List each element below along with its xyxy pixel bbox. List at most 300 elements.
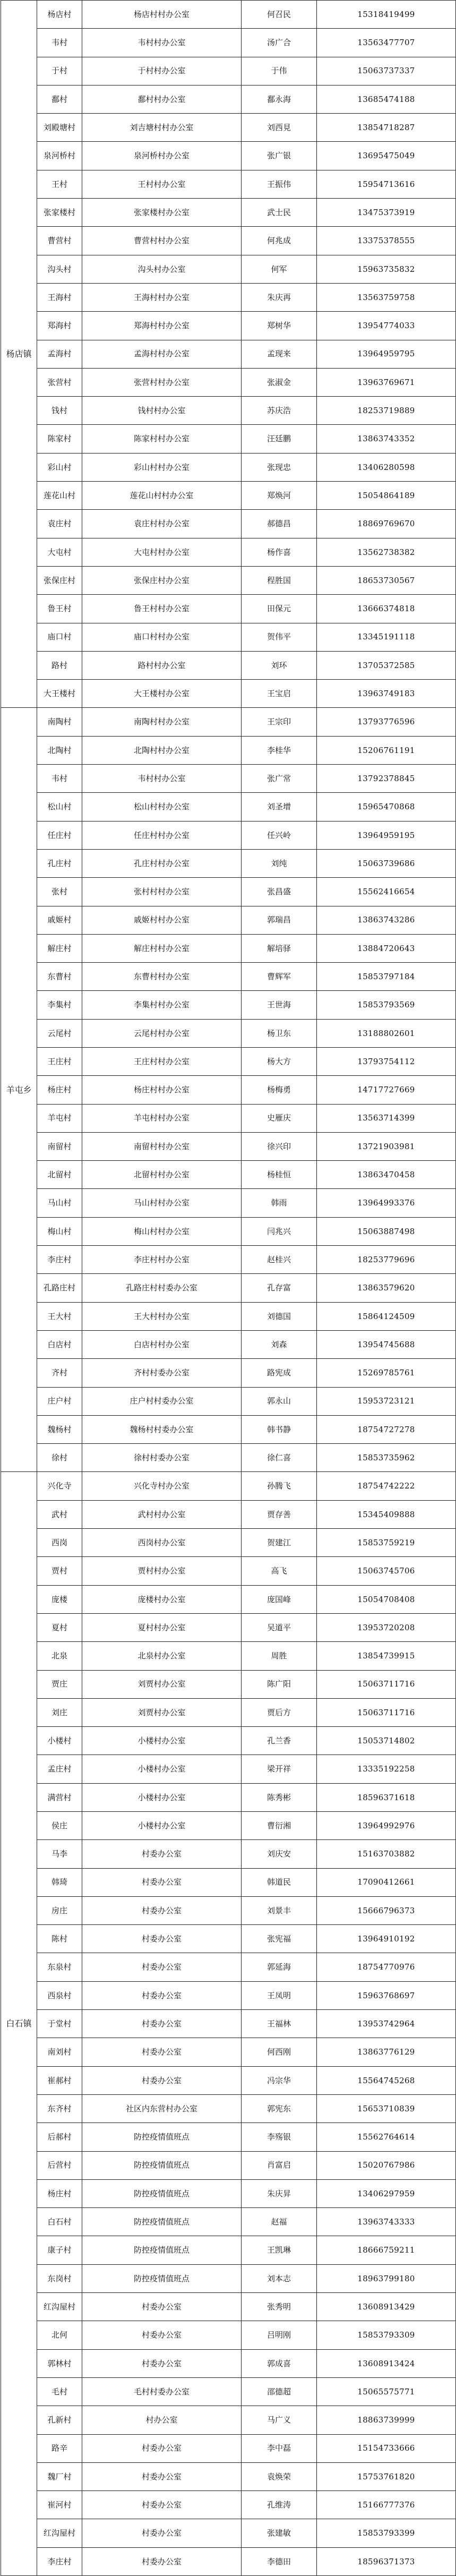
phone-cell: 13963749183 — [317, 680, 456, 708]
phone-cell: 15318419499 — [317, 1, 456, 29]
table-row — [1, 453, 456, 481]
contact-person-cell: 张宪福 — [242, 1925, 317, 1953]
village-cell: 彩山村 — [37, 453, 82, 481]
phone-cell: 13964959795 — [317, 340, 456, 368]
phone-cell: 13863743352 — [317, 425, 456, 453]
table-row — [1, 821, 456, 849]
office-cell: 贾村村办公室 — [82, 1557, 242, 1585]
village-cell: 孔新村 — [37, 2406, 82, 2434]
village-cell: 于堂村 — [37, 2010, 82, 2038]
office-cell: 袁庄村村办公室 — [82, 510, 242, 538]
village-cell: 张家楼村 — [37, 199, 82, 227]
contact-person-cell: 何西刚 — [242, 2038, 317, 2066]
town-cell: 白石镇 — [1, 1472, 37, 2576]
phone-cell: 17090412661 — [317, 1868, 456, 1896]
office-cell: 云尾村村办公室 — [82, 1019, 242, 1047]
phone-cell: 13563759758 — [317, 283, 456, 311]
table-row — [1, 1953, 456, 1981]
village-cell: 杨庄村 — [37, 2179, 82, 2207]
village-cell: 侯庄 — [37, 1812, 82, 1840]
office-cell: 防控疫情值班点 — [82, 2179, 242, 2207]
contact-person-cell: 朱庆昇 — [242, 2179, 317, 2207]
phone-cell: 13953742964 — [317, 2010, 456, 2038]
table-row — [1, 1132, 456, 1160]
village-cell: 武村 — [37, 1500, 82, 1528]
phone-cell: 15063745706 — [317, 1557, 456, 1585]
office-cell: 村委办公室 — [82, 1896, 242, 1924]
contact-person-cell: 朱庆再 — [242, 283, 317, 311]
office-cell: 王村村办公室 — [82, 170, 242, 198]
phone-cell: 15562416654 — [317, 878, 456, 906]
phone-cell: 13475373919 — [317, 199, 456, 227]
village-cell: 红沟屋村 — [37, 2519, 82, 2547]
phone-cell: 15063737337 — [317, 57, 456, 85]
contact-person-cell: 闫兆兴 — [242, 1217, 317, 1245]
office-cell: 郑海村村办公室 — [82, 312, 242, 340]
contact-person-cell: 何兆成 — [242, 227, 317, 255]
table-row — [1, 2519, 456, 2547]
contact-person-cell: 王福林 — [242, 2010, 317, 2038]
table-row — [1, 2491, 456, 2519]
table-row — [1, 1415, 456, 1443]
table-row — [1, 1387, 456, 1415]
village-cell: 后郝村 — [37, 2123, 82, 2151]
phone-cell: 13954774033 — [317, 312, 456, 340]
office-cell: 张营村村办公室 — [82, 368, 242, 396]
phone-cell: 15564745268 — [317, 2066, 456, 2094]
office-cell: 防控疫情值班点 — [82, 2264, 242, 2292]
office-cell: 村委办公室 — [82, 1868, 242, 1896]
phone-cell: 18863739999 — [317, 2406, 456, 2434]
table-row — [1, 114, 456, 142]
village-cell: 东泉村 — [37, 1953, 82, 1981]
table-row — [1, 1217, 456, 1245]
village-cell: 张村 — [37, 878, 82, 906]
phone-cell: 18596371373 — [317, 2547, 456, 2575]
village-cell: 云尾村 — [37, 1019, 82, 1047]
village-cell: 崔河村 — [37, 2491, 82, 2519]
table-row — [1, 1698, 456, 1726]
phone-cell: 13964992976 — [317, 1812, 456, 1840]
contact-person-cell: 张昌盛 — [242, 878, 317, 906]
contact-person-cell: 鄱永海 — [242, 85, 317, 113]
contact-person-cell: 韩道民 — [242, 1868, 317, 1896]
table-row — [1, 1727, 456, 1755]
phone-cell: 15345409888 — [317, 1500, 456, 1528]
table-row — [1, 482, 456, 510]
office-cell: 解庄村村办公室 — [82, 934, 242, 962]
table-row — [1, 2151, 456, 2179]
contact-person-cell: 王振伟 — [242, 170, 317, 198]
table-row — [1, 1783, 456, 1811]
phone-cell: 13188802601 — [317, 1019, 456, 1047]
contact-person-cell: 何召民 — [242, 1, 317, 29]
phone-cell: 14717727669 — [317, 1076, 456, 1104]
village-cell: 杨庄村 — [37, 1076, 82, 1104]
phone-cell: 13854718287 — [317, 114, 456, 142]
office-cell: 刘吉塘村村办公室 — [82, 114, 242, 142]
contact-person-cell: 陈秀彬 — [242, 1783, 317, 1811]
table-row — [1, 29, 456, 57]
village-cell: 贾村 — [37, 1557, 82, 1585]
phone-cell: 18253779696 — [317, 1246, 456, 1274]
table-row — [1, 340, 456, 368]
contact-person-cell: 李殇银 — [242, 2123, 317, 2151]
office-cell: 小楼村办公室 — [82, 1755, 242, 1783]
table-row — [1, 1642, 456, 1670]
contact-person-cell: 贺建江 — [242, 1529, 317, 1557]
table-row — [1, 595, 456, 623]
contact-person-cell: 马广义 — [242, 2406, 317, 2434]
office-cell: 毛村村委办公室 — [82, 2377, 242, 2406]
office-cell: 村委办公室 — [82, 2491, 242, 2519]
village-cell: 西岗 — [37, 1529, 82, 1557]
office-cell: 夏村村办公室 — [82, 1613, 242, 1641]
village-cell: 毛村 — [37, 2377, 82, 2406]
village-cell: 李庄村 — [37, 2547, 82, 2575]
table-row — [1, 199, 456, 227]
village-cell: 张保庄村 — [37, 566, 82, 594]
phone-cell: 13406280598 — [317, 453, 456, 481]
village-cell: 郭林村 — [37, 2349, 82, 2377]
village-cell: 王大村 — [37, 1302, 82, 1330]
village-cell: 陈村 — [37, 1925, 82, 1953]
phone-cell: 13563477707 — [317, 29, 456, 57]
table-row — [1, 2434, 456, 2462]
village-cell: 杨店村 — [37, 1, 82, 29]
office-cell: 西岗村办公室 — [82, 1529, 242, 1557]
office-cell: 村委办公室 — [82, 2434, 242, 2462]
table-row — [1, 991, 456, 1019]
office-cell: 张保庄村办公室 — [82, 566, 242, 594]
phone-cell: 15954713616 — [317, 170, 456, 198]
phone-cell: 15065575771 — [317, 2377, 456, 2406]
office-cell: 兴化寺村办公室 — [82, 1472, 242, 1500]
village-cell: 魏厂村 — [37, 2462, 82, 2491]
table-row — [1, 1613, 456, 1641]
table-row — [1, 2010, 456, 2038]
table-row — [1, 1670, 456, 1698]
office-cell: 彩山村村办公室 — [82, 453, 242, 481]
contact-person-cell: 陈广阳 — [242, 1670, 317, 1698]
contact-person-cell: 张秀明 — [242, 2293, 317, 2321]
village-cell: 李庄村 — [37, 1246, 82, 1274]
office-cell: 魏杨村村委办公室 — [82, 1415, 242, 1443]
phone-cell: 13608913424 — [317, 2349, 456, 2377]
phone-cell: 13863776129 — [317, 2038, 456, 2066]
table-row — [1, 2123, 456, 2151]
table-row — [1, 1812, 456, 1840]
contact-person-cell: 刘环 — [242, 651, 317, 679]
village-cell: 松山村 — [37, 793, 82, 821]
contact-person-cell: 郝德昌 — [242, 510, 317, 538]
office-cell: 村办公室 — [82, 2406, 242, 2434]
office-cell: 防控疫情值班点 — [82, 2236, 242, 2264]
office-cell: 防控疫情值班点 — [82, 2123, 242, 2151]
table-row — [1, 1019, 456, 1047]
village-cell: 魏杨村 — [37, 1415, 82, 1443]
contact-person-cell: 韩雨 — [242, 1189, 317, 1217]
contact-person-cell: 王凤明 — [242, 1981, 317, 2009]
office-cell: 李集村村办公室 — [82, 991, 242, 1019]
phone-cell: 13792378845 — [317, 765, 456, 793]
table-row — [1, 368, 456, 396]
phone-cell: 15853793569 — [317, 991, 456, 1019]
table-row — [1, 1529, 456, 1557]
office-cell: 村委办公室 — [82, 2462, 242, 2491]
office-cell: 大屯村村办公室 — [82, 538, 242, 566]
contact-person-cell: 孙腾飞 — [242, 1472, 317, 1500]
table-row — [1, 1840, 456, 1868]
contact-person-cell: 杨卫东 — [242, 1019, 317, 1047]
office-cell: 韦村村办公室 — [82, 765, 242, 793]
village-cell: 南刘村 — [37, 2038, 82, 2066]
village-cell: 庙口村 — [37, 623, 82, 651]
contact-person-cell: 孔维涛 — [242, 2491, 317, 2519]
office-cell: 孔庄村村办公室 — [82, 849, 242, 877]
table-row — [1, 934, 456, 962]
contact-person-cell: 吕明刚 — [242, 2321, 317, 2349]
office-cell: 北陶村村办公室 — [82, 736, 242, 764]
office-cell: 王海村村办公室 — [82, 283, 242, 311]
phone-cell: 13335192258 — [317, 1755, 456, 1783]
phone-cell: 15054708408 — [317, 1585, 456, 1613]
village-cell: 大王楼村 — [37, 680, 82, 708]
contact-person-cell: 冯宗华 — [242, 2066, 317, 2094]
phone-cell: 15853793309 — [317, 2321, 456, 2349]
phone-cell: 15853735962 — [317, 1444, 456, 1472]
office-cell: 张村村村办公室 — [82, 878, 242, 906]
table-row — [1, 2094, 456, 2123]
phone-cell: 15963735832 — [317, 255, 456, 283]
village-cell: 齐村 — [37, 1359, 82, 1387]
office-cell: 王大村村办公室 — [82, 1302, 242, 1330]
phone-cell: 13854739915 — [317, 1642, 456, 1670]
village-cell: 刘庄 — [37, 1698, 82, 1726]
phone-cell: 13793754112 — [317, 1047, 456, 1075]
town-cell: 杨店镇 — [1, 1, 37, 708]
phone-cell: 15063711716 — [317, 1670, 456, 1698]
village-cell: 南陶村 — [37, 708, 82, 736]
village-cell: 东岗村 — [37, 2264, 82, 2292]
table-row — [1, 170, 456, 198]
phone-cell: 13666374818 — [317, 595, 456, 623]
village-cell: 庞楼 — [37, 1585, 82, 1613]
village-cell: 韩琦 — [37, 1868, 82, 1896]
table-row — [1, 793, 456, 821]
office-cell: 武村村办公室 — [82, 1500, 242, 1528]
phone-cell: 13863470458 — [317, 1161, 456, 1189]
phone-cell: 13793776596 — [317, 708, 456, 736]
contact-person-cell: 孟现来 — [242, 340, 317, 368]
office-cell: 于村村办公室 — [82, 57, 242, 85]
contact-person-cell: 杨大方 — [242, 1047, 317, 1075]
contact-person-cell: 吴道平 — [242, 1613, 317, 1641]
table-row — [1, 312, 456, 340]
table-row — [1, 2038, 456, 2066]
phone-cell: 18253719889 — [317, 397, 456, 425]
phone-cell: 15666796373 — [317, 1896, 456, 1924]
village-cell: 袁庄村 — [37, 510, 82, 538]
office-cell: 孔路庄村村委办公室 — [82, 1274, 242, 1302]
contact-person-cell: 刘本志 — [242, 2264, 317, 2292]
contact-person-cell: 赵福 — [242, 2208, 317, 2236]
office-cell: 陈家村村办公室 — [82, 425, 242, 453]
village-cell: 孟海村 — [37, 340, 82, 368]
table-row — [1, 1076, 456, 1104]
table-row — [1, 1755, 456, 1783]
table-row — [1, 1557, 456, 1585]
office-cell: 梅山村村办公室 — [82, 1217, 242, 1245]
office-cell: 村委办公室 — [82, 2321, 242, 2349]
town-cell: 羊屯乡 — [1, 708, 37, 1472]
office-cell: 杨庄村村办公室 — [82, 1076, 242, 1104]
office-cell: 小楼村办公室 — [82, 1783, 242, 1811]
phone-cell: 15206761191 — [317, 736, 456, 764]
table-row — [1, 1925, 456, 1953]
office-cell: 庄户村村委办公室 — [82, 1387, 242, 1415]
contact-person-cell: 贾后方 — [242, 1698, 317, 1726]
village-cell: 康子村 — [37, 2236, 82, 2264]
village-cell: 戚姬村 — [37, 906, 82, 934]
table-row — [1, 510, 456, 538]
phone-cell: 15166777376 — [317, 2491, 456, 2519]
phone-cell: 15864124509 — [317, 1302, 456, 1330]
phone-cell: 13964959195 — [317, 821, 456, 849]
table-row — [1, 1302, 456, 1330]
office-cell: 村委办公室 — [82, 2293, 242, 2321]
village-cell: 崔郝村 — [37, 2066, 82, 2094]
phone-cell: 15063739686 — [317, 849, 456, 877]
contact-person-cell: 郑树华 — [242, 312, 317, 340]
office-cell: 王庄村村办公室 — [82, 1047, 242, 1075]
office-cell: 李庄村村办公室 — [82, 1246, 242, 1274]
office-cell: 刘贾村办公室 — [82, 1698, 242, 1726]
table-row — [1, 538, 456, 566]
phone-cell: 18869769670 — [317, 510, 456, 538]
office-cell: 杨店村村办公室 — [82, 1, 242, 29]
office-cell: 韦村村办公室 — [82, 29, 242, 57]
table-row — [1, 651, 456, 679]
phone-cell: 15853793399 — [317, 2519, 456, 2547]
phone-cell: 13964993376 — [317, 1189, 456, 1217]
contact-person-cell: 赵桂兴 — [242, 1246, 317, 1274]
office-cell: 南留村村办公室 — [82, 1132, 242, 1160]
table-row — [1, 142, 456, 170]
office-cell: 小楼村办公室 — [82, 1727, 242, 1755]
village-cell: 解庄村 — [37, 934, 82, 962]
table-row — [1, 2236, 456, 2264]
office-cell: 村委办公室 — [82, 1981, 242, 2009]
office-cell: 北泉村办公室 — [82, 1642, 242, 1670]
table-row — [1, 906, 456, 934]
contact-person-cell: 何军 — [242, 255, 317, 283]
village-cell: 房庄 — [37, 1896, 82, 1924]
office-cell: 村委办公室 — [82, 2519, 242, 2547]
office-cell: 鄱村村办公室 — [82, 85, 242, 113]
table-row — [1, 566, 456, 594]
contact-person-cell: 刘森 — [242, 1330, 317, 1358]
phone-cell: 13964910192 — [317, 1925, 456, 1953]
table-row — [1, 878, 456, 906]
phone-cell: 13953720208 — [317, 1613, 456, 1641]
contact-person-cell: 孔兰香 — [242, 1727, 317, 1755]
office-cell: 路村村办公室 — [82, 651, 242, 679]
contact-person-cell: 汤广合 — [242, 29, 317, 57]
table-row — [1, 255, 456, 283]
table-row — [1, 765, 456, 793]
phone-cell: 13608913429 — [317, 2293, 456, 2321]
phone-cell: 13863743286 — [317, 906, 456, 934]
contact-person-cell: 刘西見 — [242, 114, 317, 142]
village-cell: 梅山村 — [37, 1217, 82, 1245]
contact-person-cell: 周胜 — [242, 1642, 317, 1670]
phone-cell: 15562764614 — [317, 2123, 456, 2151]
contact-person-cell: 郭宪东 — [242, 2094, 317, 2123]
office-cell: 沟头村办公室 — [82, 255, 242, 283]
table-row — [1, 1500, 456, 1528]
phone-cell: 13863579620 — [317, 1274, 456, 1302]
village-cell: 莲花山村 — [37, 482, 82, 510]
contact-person-cell: 张现忠 — [242, 453, 317, 481]
table-row — [1, 1359, 456, 1387]
office-cell: 村委办公室 — [82, 1953, 242, 1981]
village-cell: 鲁王村 — [37, 595, 82, 623]
phone-cell: 18754742222 — [317, 1472, 456, 1500]
contact-person-cell: 史雁庆 — [242, 1104, 317, 1132]
contact-person-cell: 刘德国 — [242, 1302, 317, 1330]
table-row — [1, 849, 456, 877]
office-cell: 北留村村办公室 — [82, 1161, 242, 1189]
village-cell: 后营村 — [37, 2151, 82, 2179]
village-cell: 孔路庄村 — [37, 1274, 82, 1302]
table-row — [1, 1246, 456, 1274]
village-cell: 孟庄村 — [37, 1755, 82, 1783]
village-cell: 兴化寺 — [37, 1472, 82, 1500]
office-cell: 防控疫情值班点 — [82, 2208, 242, 2236]
village-cell: 曹营村 — [37, 227, 82, 255]
village-cell: 张营村 — [37, 368, 82, 396]
phone-cell: 13695475049 — [317, 142, 456, 170]
phone-cell: 13685474188 — [317, 85, 456, 113]
contact-person-cell: 梁开祥 — [242, 1755, 317, 1783]
contact-person-cell: 王宝启 — [242, 680, 317, 708]
contact-person-cell: 邵德超 — [242, 2377, 317, 2406]
phone-cell: 15054864189 — [317, 482, 456, 510]
office-cell: 防控疫情值班点 — [82, 2151, 242, 2179]
table-row — [1, 736, 456, 764]
contact-person-cell: 肖富启 — [242, 2151, 317, 2179]
village-cell: 王庄村 — [37, 1047, 82, 1075]
contact-person-cell: 徐仁喜 — [242, 1444, 317, 1472]
village-cell: 韦村 — [37, 29, 82, 57]
office-cell: 刘贾村办公室 — [82, 1670, 242, 1698]
contact-person-cell: 刘庆安 — [242, 1840, 317, 1868]
contact-person-cell: 杨桂恒 — [242, 1161, 317, 1189]
contact-person-cell: 李桂华 — [242, 736, 317, 764]
phone-cell: 15063711716 — [317, 1698, 456, 1726]
contact-person-cell: 徐兴印 — [242, 1132, 317, 1160]
village-cell: 钱村 — [37, 397, 82, 425]
phone-cell: 18653730567 — [317, 566, 456, 594]
phone-cell: 15653710839 — [317, 2094, 456, 2123]
village-cell: 韦村 — [37, 765, 82, 793]
office-cell: 任庄村村办公室 — [82, 821, 242, 849]
office-cell: 小楼村办公室 — [82, 1812, 242, 1840]
village-cell: 小楼村 — [37, 1727, 82, 1755]
table-row — [1, 425, 456, 453]
village-cell: 东齐村 — [37, 2094, 82, 2123]
